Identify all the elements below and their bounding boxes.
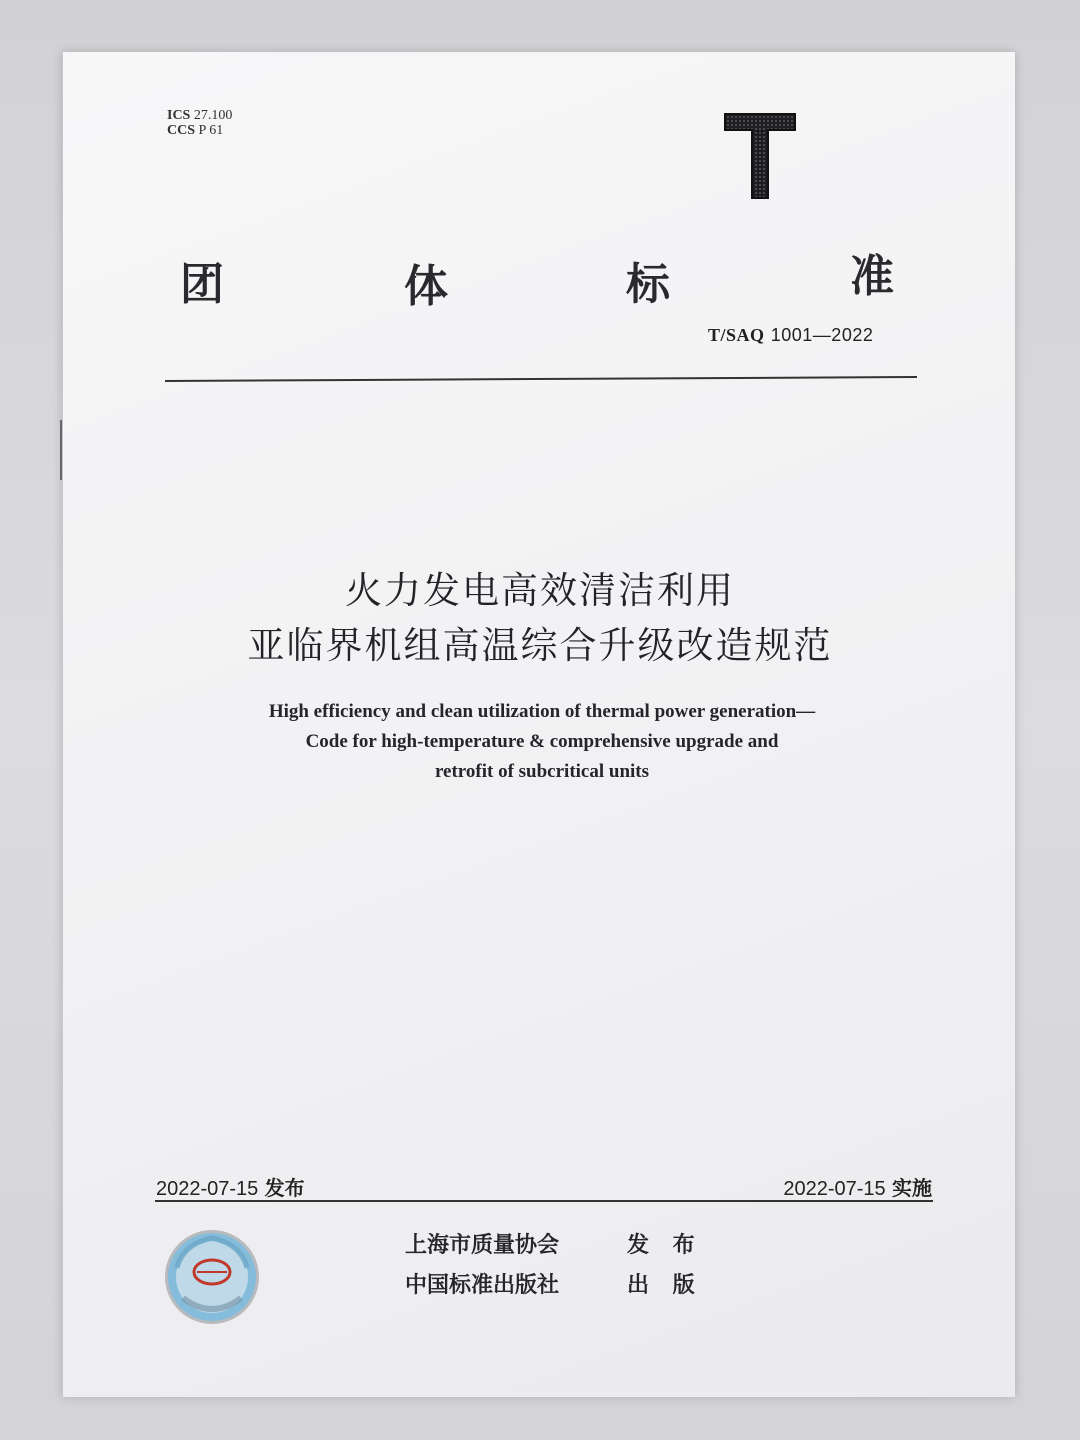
implementation-date-label: 实施 — [892, 1176, 932, 1200]
ics-code — [167, 108, 232, 123]
group-standard-heading — [180, 238, 900, 312]
implementation-date — [783, 1172, 932, 1201]
press-row — [405, 1268, 703, 1299]
chinese-title-line-2: 亚临界机组高温综合升级改造规范 — [247, 624, 833, 667]
heading-char-3: 标 — [626, 259, 670, 310]
english-title-line-1: High efficiency and clean utilization of thermal power generation— — [268, 701, 816, 722]
standard-prefix: T/SAQ — [708, 325, 765, 345]
issue-date — [156, 1172, 305, 1201]
logo-letter: T — [759, 172, 761, 173]
heading-char-4: 准 — [850, 251, 894, 302]
standard-code: 1001—2022 — [770, 325, 874, 345]
ccs-value: P 61 — [198, 123, 224, 138]
ccs-code — [167, 123, 232, 138]
heading-char-1: 团 — [180, 259, 224, 310]
english-title-line-2: Code for high-temperature & comprehensive upgrade and — [305, 731, 779, 752]
issue-date-label: 发布 — [264, 1176, 305, 1200]
footer-divider — [155, 1200, 933, 1202]
ics-value: 27.100 — [193, 108, 233, 123]
publisher-role: 发 布 — [627, 1233, 703, 1258]
implementation-date-value: 2022-07-15 — [783, 1178, 886, 1200]
publisher-org: 上海市质量协会 — [405, 1233, 560, 1258]
standard-number — [708, 325, 873, 346]
heading-char-2: 体 — [404, 261, 448, 312]
anti-counterfeit-seal-icon — [163, 1228, 261, 1326]
classification-codes — [167, 108, 232, 138]
chinese-title-line-1: 火力发电高效清洁利用 — [345, 569, 735, 612]
english-title-line-3: retrofit of subcritical units — [434, 761, 650, 782]
group-standard-t-logo — [723, 112, 797, 200]
english-title — [0, 697, 1080, 787]
ccs-label: CCS — [167, 123, 196, 138]
publisher-row — [405, 1228, 703, 1259]
issue-date-value: 2022-07-15 — [156, 1178, 259, 1200]
press-org: 中国标准出版社 — [405, 1273, 560, 1298]
ics-label: ICS — [167, 108, 191, 123]
press-role: 出 版 — [627, 1273, 703, 1298]
